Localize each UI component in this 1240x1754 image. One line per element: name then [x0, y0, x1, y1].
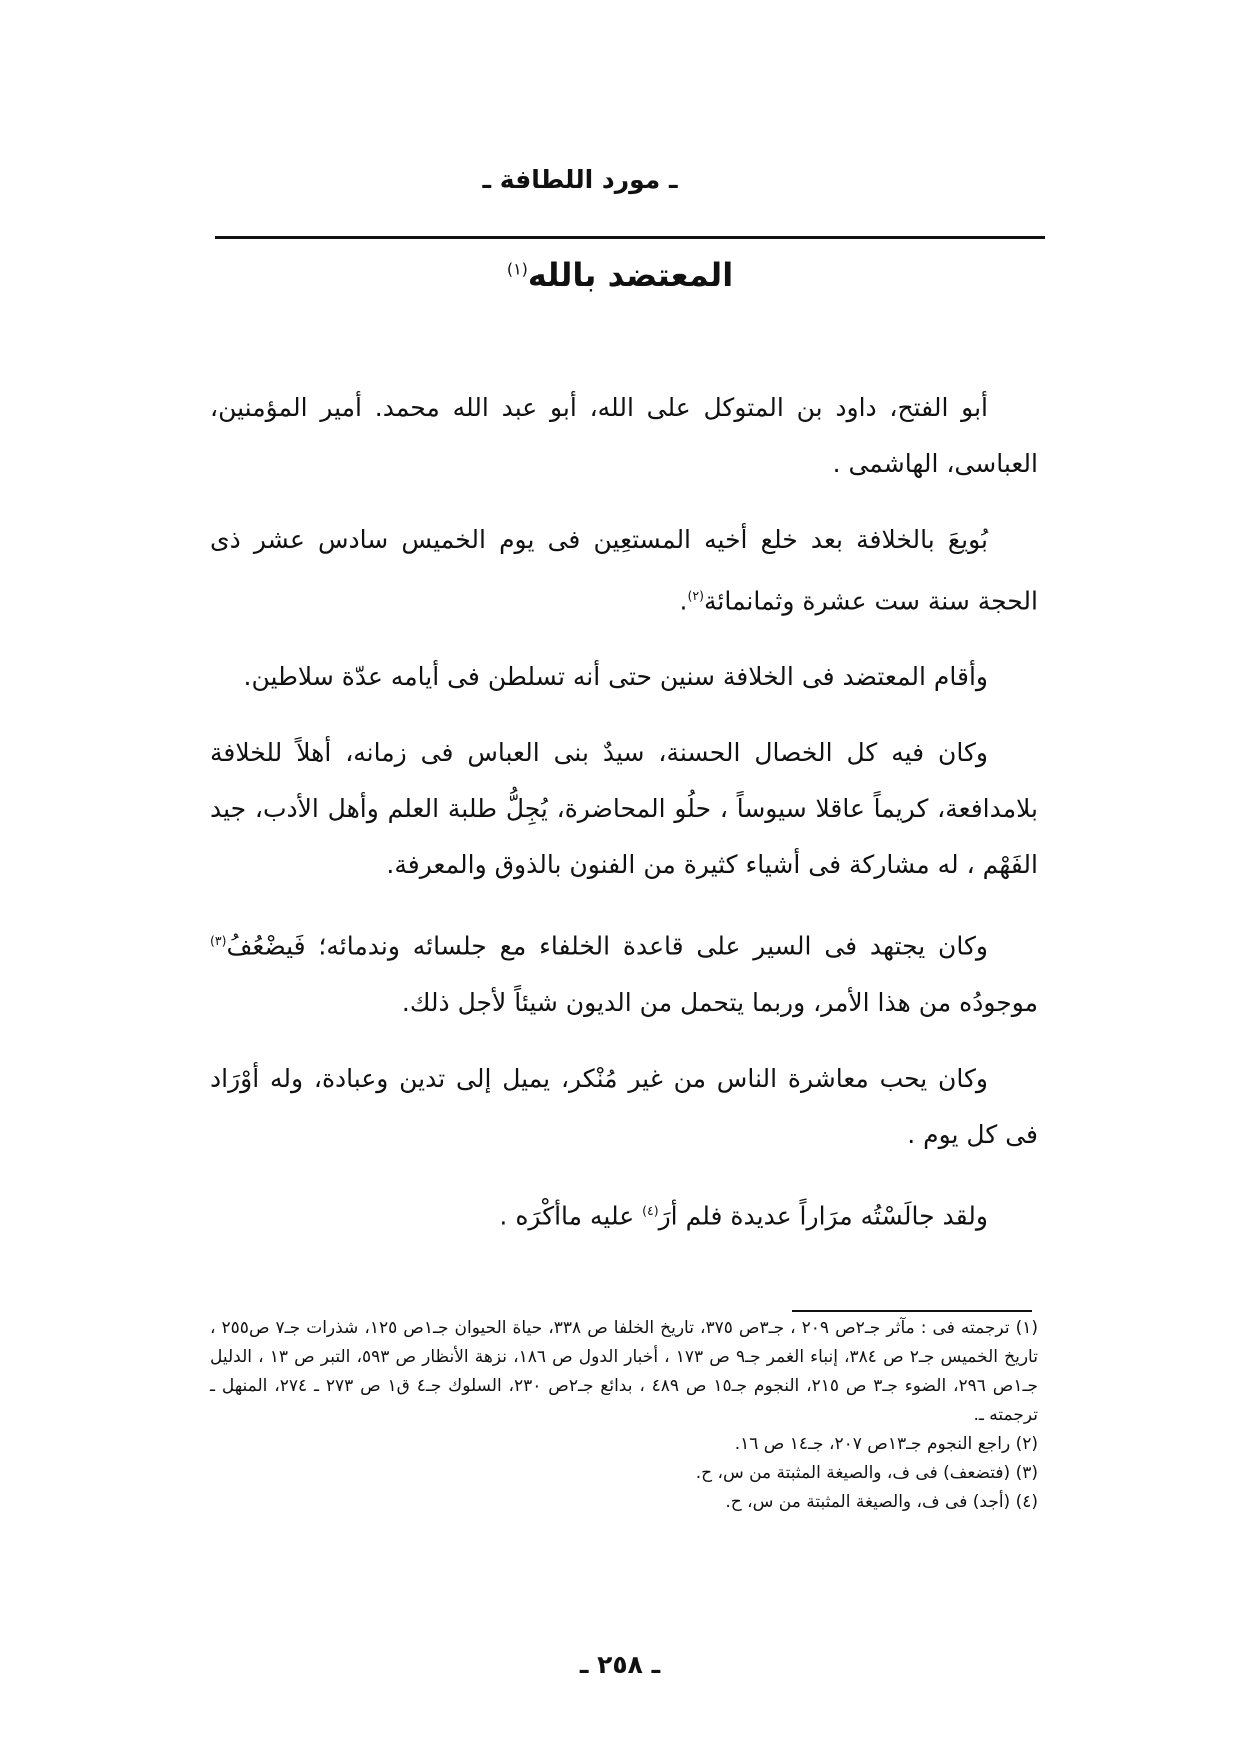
paragraph-3: وأقام المعتضد فى الخلافة سنين حتى أنه تسلطن فى أيامه عدّة سلاطين.: [243, 662, 988, 692]
body-text: [210, 380, 1038, 1244]
paragraph-1: أبو الفتح، داود بن المتوكل على الله، أبو عبد الله محمد. أمير المؤمنين، العباسى، الهاشمى .: [210, 393, 1038, 478]
footnotes: [210, 1314, 1038, 1517]
footnote-ref-2[interactable]: (٢): [687, 588, 704, 603]
paragraph-2-end: .: [679, 586, 688, 616]
chapter-title: [420, 256, 820, 294]
footnote-ref-4[interactable]: (٤): [642, 1202, 659, 1218]
paragraph-7-start: ولقد جالَسْتُه مرَاراً عديدة فلم أرَ: [658, 1200, 988, 1230]
paragraph-7: [210, 1183, 1038, 1244]
footnote-2: (٢) راجع النجوم جـ١٣ص ٢٠٧، جـ١٤ ص ١٦.: [734, 1434, 1038, 1454]
paragraph-2-text: بُويعَ بالخلافة بعد خلع أخيه المستعِين فى يوم الخميس سادس عشر ذى الحجة سنة ست عشرة وثمانمائة: [210, 525, 1038, 616]
footnote-rule: [792, 1310, 1032, 1312]
paragraph-7-end: عليه ماأكْرَه .: [499, 1200, 643, 1230]
footnote-1: (١) ترجمته فى : مآثر جـ٢ص ٢٠٩ ، جـ٣ص ٣٧٥، تاريخ الخلفا ص ٣٣٨، حياة الحيوان جـ١ص ١٢٥، شذرات جـ٧ ص٢٥٥ ، تاريخ الخميس جـ٢ ص ٣٨٤، إنباء الغمر جـ٩ ص ١٧٣ ، أخبار الدول ص ١٨٦، نزهة الأنظار ص ٥٩٣، التبر ص ١٣ ، الدليل جـ١ص ٢٩٦، الضوء جـ٣ ص ٢١٥، النجوم جـ١٥ ص ٤٨٩ ، بدائع جـ٢ص ٢٣٠، السلوك جـ٤ ق١ ص ٢٧٣ ـ ٢٧٤، المنهل ـ ترجمته ـ.: [210, 1318, 1038, 1425]
paragraph-4: وكان فيه كل الخصال الحسنة، سيدٌ بنى العباس فى زمانه، أهلاً للخلافة بلامدافعة، كريماً عاقلا سيوساً ، حلُو المحاضرة، يُجِلُّ طلبة العلم وأهل الأدب، جيد الفَهْم ، له مشاركة فى أشياء كثيرة من الفنون بالذوق والمعرفة.: [210, 738, 1038, 880]
paragraph-5-start: وكان يجتهد فى السير على قاعدة الخلفاء مع جلسائه وندمائه؛ فَيضْعُفُ: [226, 931, 988, 961]
paragraph-6: وكان يحب معاشرة الناس من غير مُنْكر، يميل إلى تدين وعبادة، وله أوْرَاد فى كل يوم .: [210, 1063, 1038, 1149]
footnote-ref-1[interactable]: (١): [506, 259, 528, 279]
paragraph-5: [210, 913, 1038, 1030]
footnote-3: (٣) (فتضعف) فى ف، والصيغة المثبتة من س، ح.: [695, 1463, 1038, 1483]
paragraph-2: [210, 512, 1038, 629]
header-rule: [215, 236, 1045, 239]
footnote-ref-3[interactable]: (٣): [210, 933, 227, 949]
running-header: ـ مورد اللطافة ـ: [482, 165, 678, 194]
paragraph-5-end: موجودُه من هذا الأمر، وربما يتحمل من الديون شيئاً لأجل ذلك.: [401, 987, 1038, 1017]
page-number: ـ ٢٥٨ ـ: [579, 1650, 661, 1679]
footnote-4: (٤) (أجد) فى ف، والصيغة المثبتة من س، ح.: [725, 1492, 1038, 1512]
chapter-title-text: المعتضد بالله: [527, 256, 734, 294]
